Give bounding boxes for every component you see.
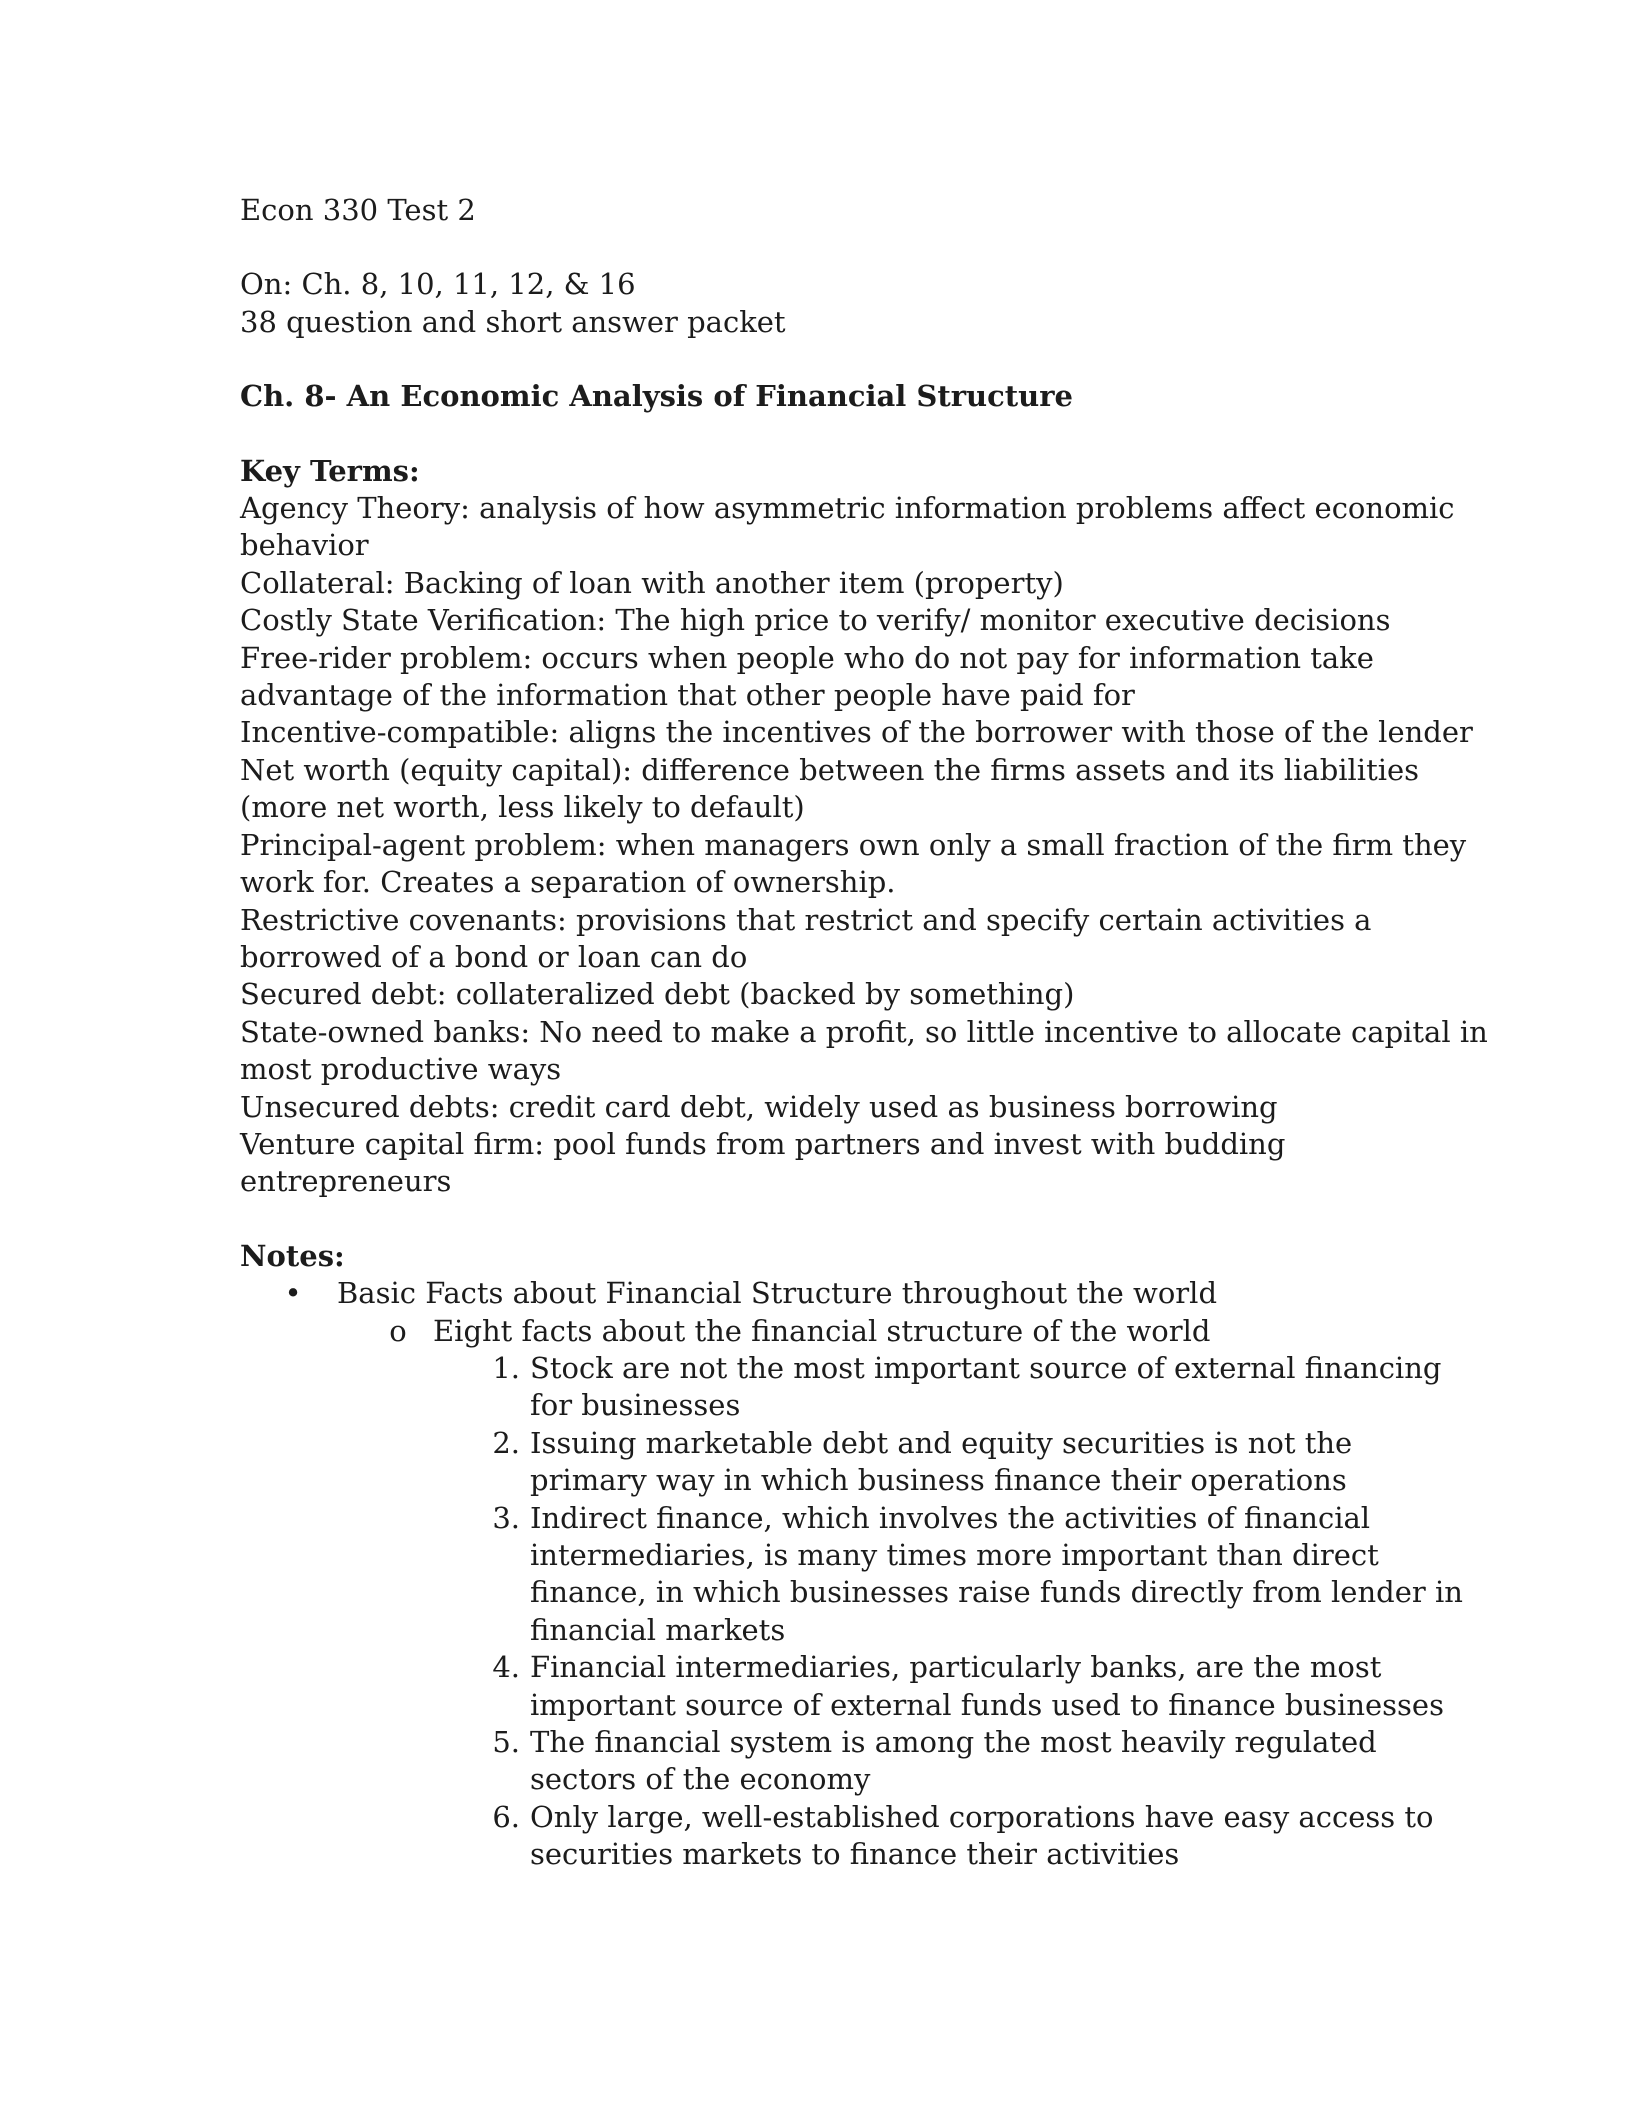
bullet-icon: • bbox=[284, 1276, 302, 1311]
key-term-line: Agency Theory: analysis of how asymmetric information problems affect economic bbox=[240, 491, 1455, 526]
key-term-line: Free-rider problem: occurs when people who do not pay for information take bbox=[240, 640, 1374, 675]
spacer bbox=[240, 416, 1430, 453]
notes-sub-item bbox=[240, 1313, 1430, 1350]
fact-list-item bbox=[240, 1799, 1434, 1874]
key-term-line: work for. Creates a separation of ownership. bbox=[240, 865, 896, 900]
key-term-line: Costly State Verification: The high price to verify/ monitor executive decisions bbox=[240, 603, 1391, 638]
key-term-entry bbox=[240, 490, 1455, 565]
key-term-line: advantage of the information that other people have paid for bbox=[240, 678, 1135, 713]
fact-list-item bbox=[240, 1425, 1430, 1500]
key-term-entry bbox=[240, 602, 1430, 639]
key-term-line: Principal-agent problem: when managers own only a small fraction of the firm they bbox=[240, 827, 1467, 862]
fact-number: 2. bbox=[492, 1425, 520, 1460]
fact-text bbox=[530, 1425, 1430, 1500]
fact-text-line: financial markets bbox=[530, 1612, 786, 1647]
key-term-entry bbox=[240, 565, 1430, 602]
fact-text bbox=[530, 1500, 1463, 1650]
fact-list-item bbox=[240, 1649, 1444, 1724]
document-title: Econ 330 Test 2 bbox=[240, 193, 476, 227]
fact-text-line: Issuing marketable debt and equity securities is not the bbox=[530, 1425, 1353, 1460]
fact-number: 5. bbox=[492, 1725, 520, 1760]
key-term-line: most productive ways bbox=[240, 1052, 562, 1087]
fact-text-line: finance, in which businesses raise funds directly from lender in bbox=[530, 1575, 1463, 1610]
key-term-line: Venture capital firm: pool funds from partners and invest with budding bbox=[240, 1126, 1286, 1161]
fact-number: 6. bbox=[492, 1799, 520, 1834]
fact-text-line: The financial system is among the most heavily regulated bbox=[530, 1725, 1377, 1760]
key-term-entry bbox=[240, 752, 1430, 827]
fact-list-item bbox=[240, 1724, 1430, 1799]
fact-number: 3. bbox=[492, 1500, 520, 1535]
key-term-entry bbox=[240, 902, 1430, 977]
document-page bbox=[240, 192, 1488, 1874]
key-term-entry bbox=[240, 1014, 1488, 1089]
key-term-line: Net worth (equity capital): difference between the firms assets and its liabilities bbox=[240, 752, 1420, 787]
key-term-line: Unsecured debts: credit card debt, widely used as business borrowing bbox=[240, 1089, 1278, 1124]
key-term-line: Incentive-compatible: aligns the incentives of the borrower with those of the lender bbox=[240, 715, 1473, 750]
hollow-bullet-icon: o bbox=[389, 1313, 407, 1348]
notes-bullet-item bbox=[240, 1275, 1430, 1312]
key-term-line: entrepreneurs bbox=[240, 1164, 452, 1199]
fact-number: 4. bbox=[492, 1650, 520, 1685]
key-term-entry bbox=[240, 1126, 1430, 1201]
fact-text-line: important source of external funds used to finance businesses bbox=[530, 1687, 1444, 1722]
key-term-line: State-owned banks: No need to make a profit, so little incentive to allocate capital in bbox=[240, 1014, 1488, 1049]
key-term-line: borrowed of a bond or loan can do bbox=[240, 939, 748, 974]
sub-item-text: Eight facts about the financial structure of the world bbox=[433, 1313, 1211, 1348]
fact-text-line: Only large, well-established corporations have easy access to bbox=[530, 1799, 1434, 1834]
packet-line: 38 question and short answer packet bbox=[240, 304, 786, 339]
fact-text-line: for businesses bbox=[530, 1388, 741, 1423]
fact-list-item bbox=[240, 1500, 1463, 1650]
key-terms-list bbox=[240, 490, 1488, 1201]
fact-list-item bbox=[240, 1350, 1442, 1425]
key-term-entry bbox=[240, 827, 1467, 902]
key-terms-heading: Key Terms: bbox=[240, 453, 420, 488]
key-term-line: Restrictive covenants: provisions that restrict and specify certain activities a bbox=[240, 902, 1372, 937]
spacer bbox=[240, 229, 1430, 266]
fact-text bbox=[530, 1724, 1430, 1799]
key-term-line: Secured debt: collateralized debt (backed by something) bbox=[240, 977, 1075, 1012]
fact-text-line: sectors of the economy bbox=[530, 1762, 871, 1797]
fact-text-line: primary way in which business finance their operations bbox=[530, 1463, 1347, 1498]
key-term-entry bbox=[240, 1089, 1430, 1126]
key-term-entry bbox=[240, 976, 1430, 1013]
coverage-line: On: Ch. 8, 10, 11, 12, & 16 bbox=[240, 267, 636, 302]
fact-text-line: Stock are not the most important source of external financing bbox=[530, 1350, 1442, 1385]
fact-text-line: intermediaries, is many times more important than direct bbox=[530, 1538, 1379, 1572]
key-term-entry bbox=[240, 714, 1473, 751]
fact-text bbox=[530, 1799, 1434, 1874]
key-term-line: (more net worth, less likely to default) bbox=[240, 790, 805, 825]
fact-number: 1. bbox=[492, 1350, 520, 1385]
key-term-entry bbox=[240, 640, 1430, 715]
fact-text bbox=[530, 1350, 1442, 1425]
fact-text-line: Financial intermediaries, particularly banks, are the most bbox=[530, 1650, 1382, 1685]
spacer bbox=[240, 1201, 1430, 1238]
key-term-line: Collateral: Backing of loan with another item (property) bbox=[240, 565, 1064, 600]
fact-text-line: securities markets to finance their activities bbox=[530, 1837, 1180, 1872]
chapter-heading: Ch. 8- An Economic Analysis of Financial Structure bbox=[240, 379, 1073, 414]
notes-heading: Notes: bbox=[240, 1238, 345, 1273]
key-term-line: behavior bbox=[240, 528, 369, 563]
fact-text-line: Indirect finance, which involves the activities of financial bbox=[530, 1500, 1371, 1535]
facts-list bbox=[240, 1350, 1463, 1874]
fact-text bbox=[530, 1649, 1444, 1724]
bullet-text: Basic Facts about Financial Structure throughout the world bbox=[337, 1276, 1218, 1311]
spacer bbox=[240, 341, 1430, 378]
